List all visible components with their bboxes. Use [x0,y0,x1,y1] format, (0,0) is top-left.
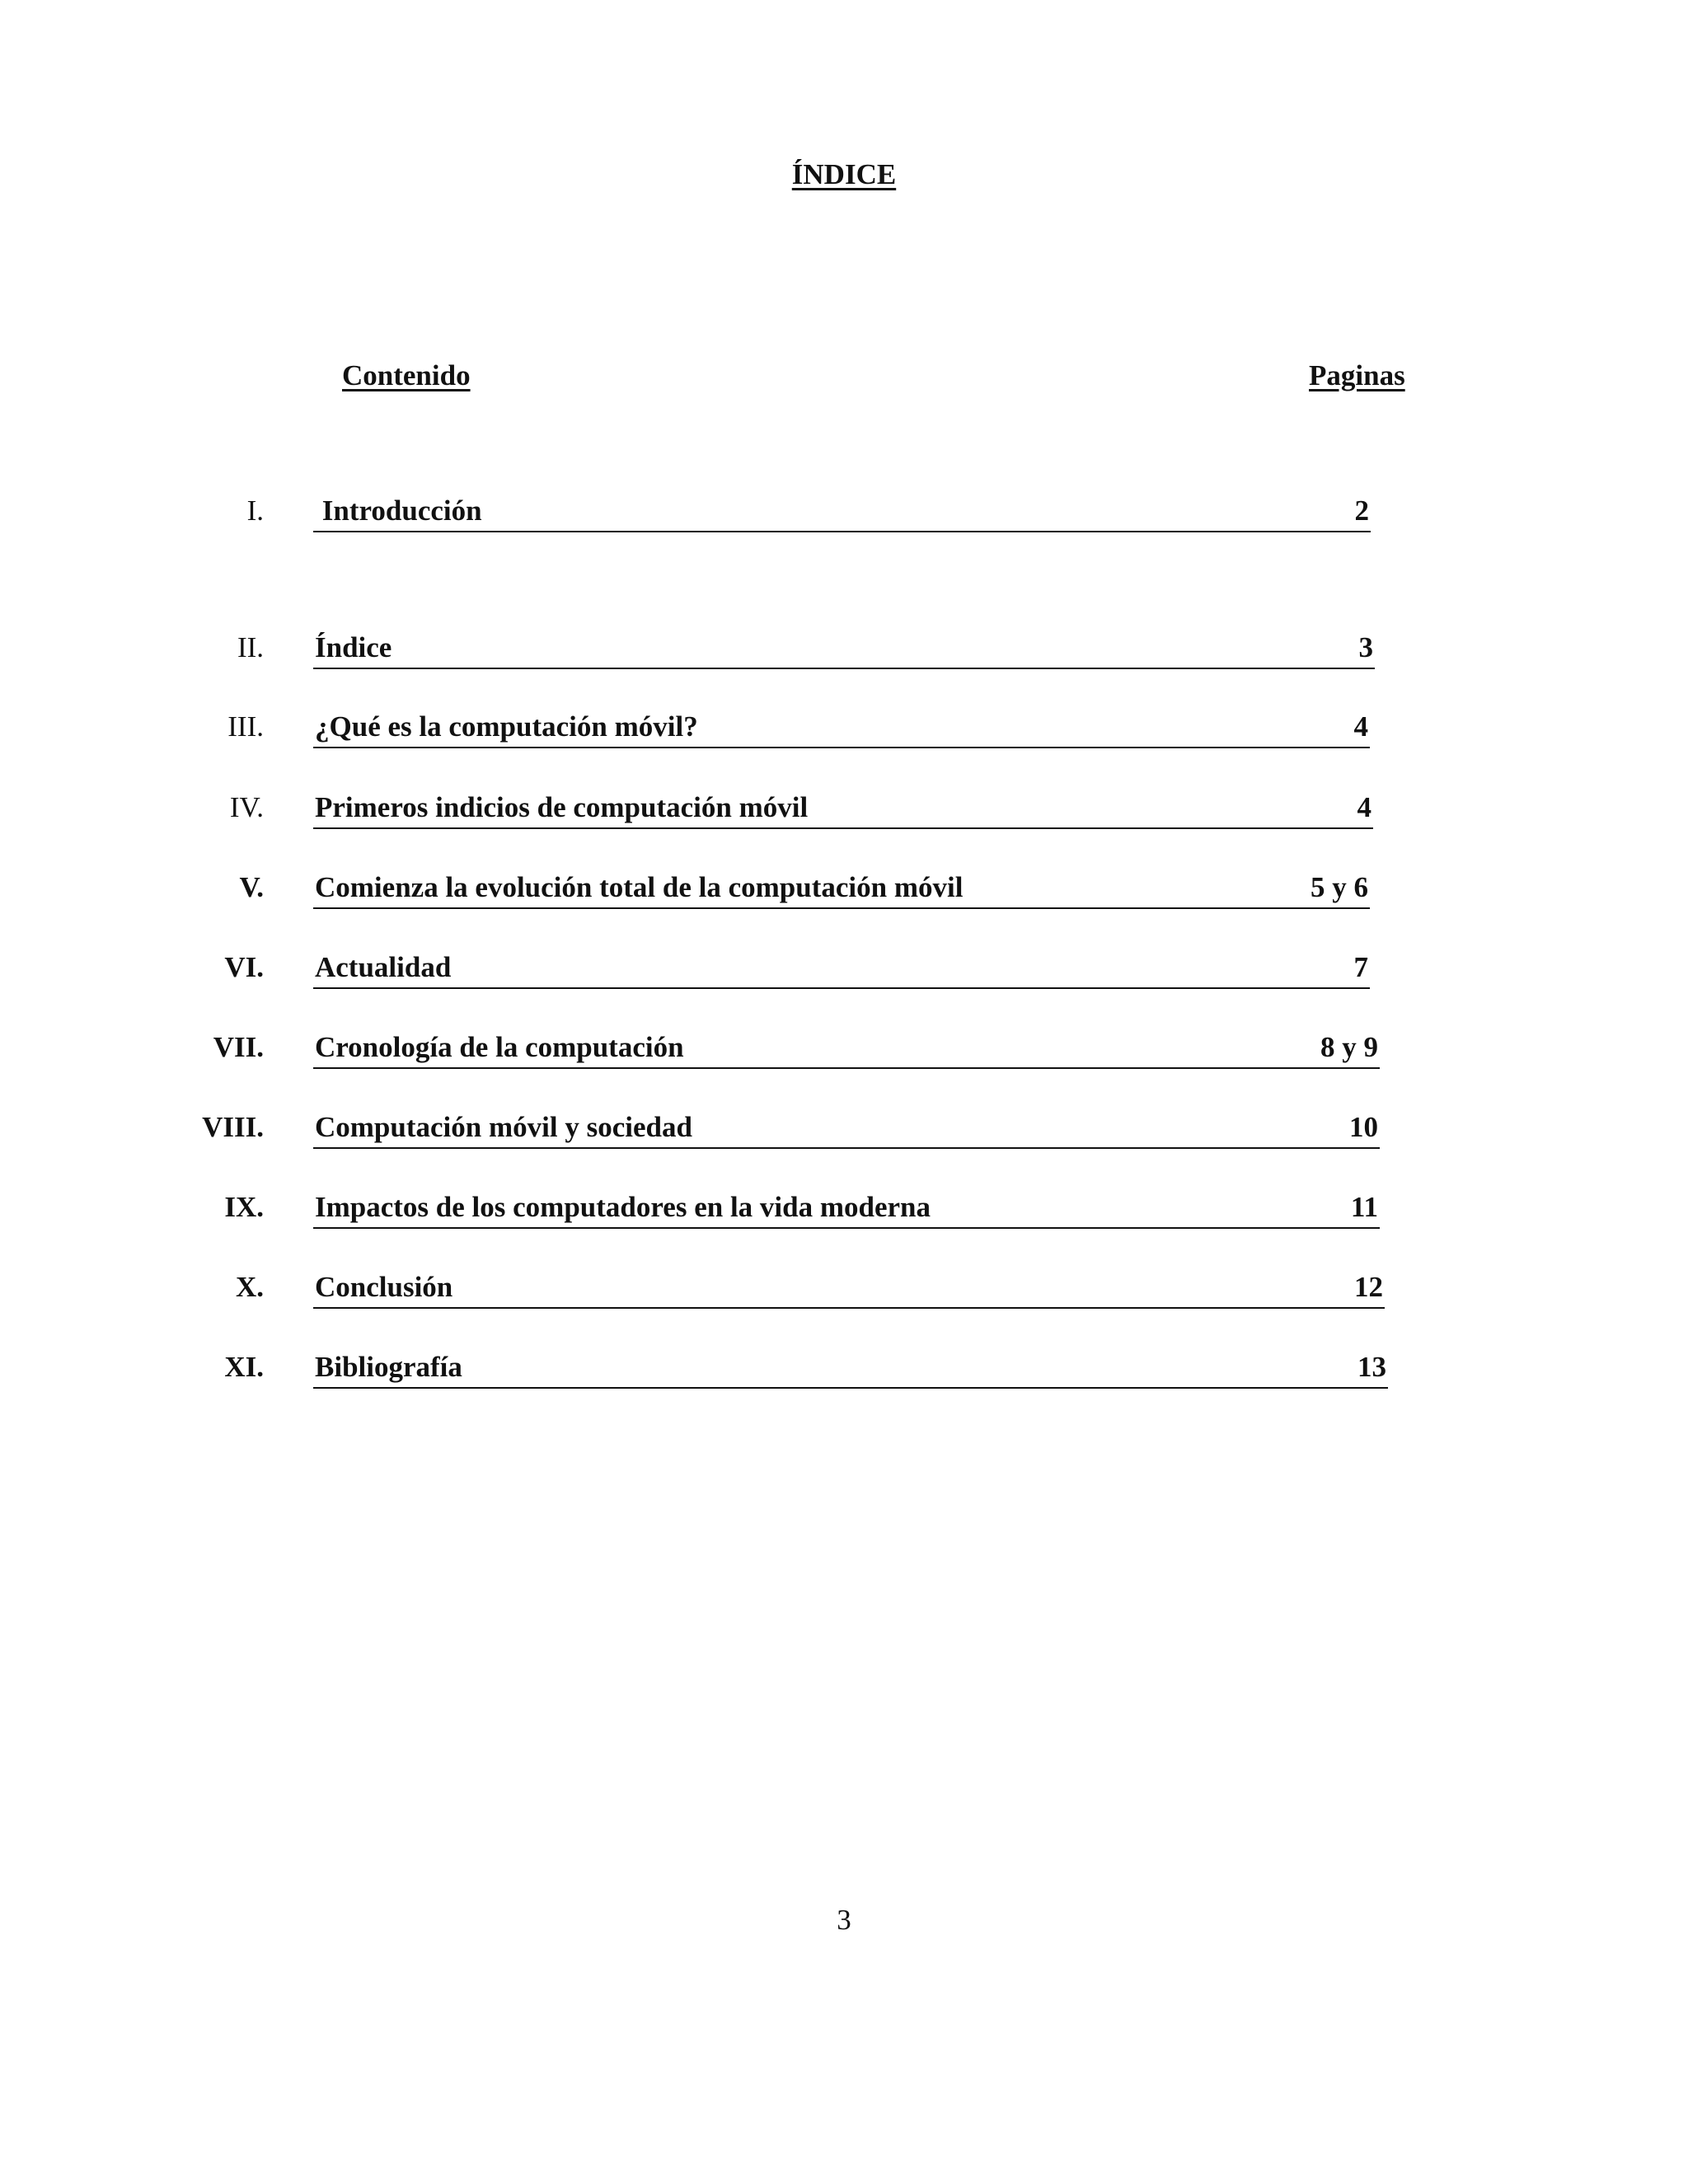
toc-numeral: X. [235,1271,264,1303]
toc-page-number: 8 y 9 [1320,1031,1378,1063]
toc-title: Introducción [315,494,482,527]
toc-entry [0,628,1688,677]
toc-numeral: IV. [229,791,264,823]
page-title: ÍNDICE [791,158,897,190]
toc-title: Computación móvil y sociedad [315,1111,692,1143]
toc-title: Primeros indicios de computación móvil [315,791,809,823]
toc-title: Comienza la evolución total de la computación móvil [315,871,964,903]
toc-entry-line [313,1268,1385,1309]
toc-page-number: 12 [1354,1271,1383,1303]
toc-entry [0,1028,1688,1077]
toc-title: Cronología de la computación [315,1031,684,1063]
toc-entry-line [313,788,1373,829]
toc-title: Impactos de los computadores en la vida moderna [315,1191,931,1223]
toc-page-number: 3 [1358,631,1373,663]
toc-numeral: IX. [224,1191,264,1223]
toc-page-number: 13 [1357,1351,1386,1383]
toc-entry-line [313,1028,1380,1069]
toc-entry-line [313,1108,1380,1149]
column-header-content: Contenido [342,359,471,391]
toc-entry [0,1268,1688,1317]
toc-numeral: III. [227,710,264,743]
toc-entry [0,707,1688,757]
toc-page-number: 5 y 6 [1311,871,1368,903]
toc-entry [0,1188,1688,1237]
toc-numeral: VII. [213,1031,264,1063]
toc-entry-line [313,868,1370,909]
toc-page-number: 4 [1357,791,1372,823]
column-header-pages: Paginas [1309,359,1405,391]
toc-numeral: VIII. [202,1111,264,1143]
toc-numeral: XI. [224,1351,264,1383]
toc-numeral: VI. [224,951,264,983]
toc-title: ¿Qué es la computación móvil? [315,710,698,743]
toc-title: Actualidad [315,951,452,983]
toc-page-number: 2 [1354,494,1369,527]
toc-entry [0,1347,1688,1397]
toc-numeral: II. [237,631,264,663]
toc-entry-line [313,707,1370,748]
toc-title: Conclusión [315,1271,453,1303]
toc-entry [0,788,1688,837]
toc-entry [0,491,1688,541]
toc-entry [0,948,1688,997]
toc-entry-line [313,1347,1388,1389]
toc-numeral: I. [246,494,264,527]
toc-page-number: 11 [1350,1191,1378,1223]
toc-entry-line [313,628,1375,669]
toc-page-number: 4 [1353,710,1368,743]
toc-entry [0,1108,1688,1157]
toc-title: Índice [315,631,392,663]
toc-title: Bibliografía [315,1351,462,1383]
toc-page-number: 10 [1349,1111,1378,1143]
toc-page-number: 7 [1353,951,1368,983]
toc-entry-line [313,491,1371,532]
page-number: 3 [837,1904,851,1936]
toc-entry [0,868,1688,917]
toc-entry-line [313,1188,1380,1229]
toc-entry-line [313,948,1370,989]
toc-numeral: V. [239,871,264,903]
